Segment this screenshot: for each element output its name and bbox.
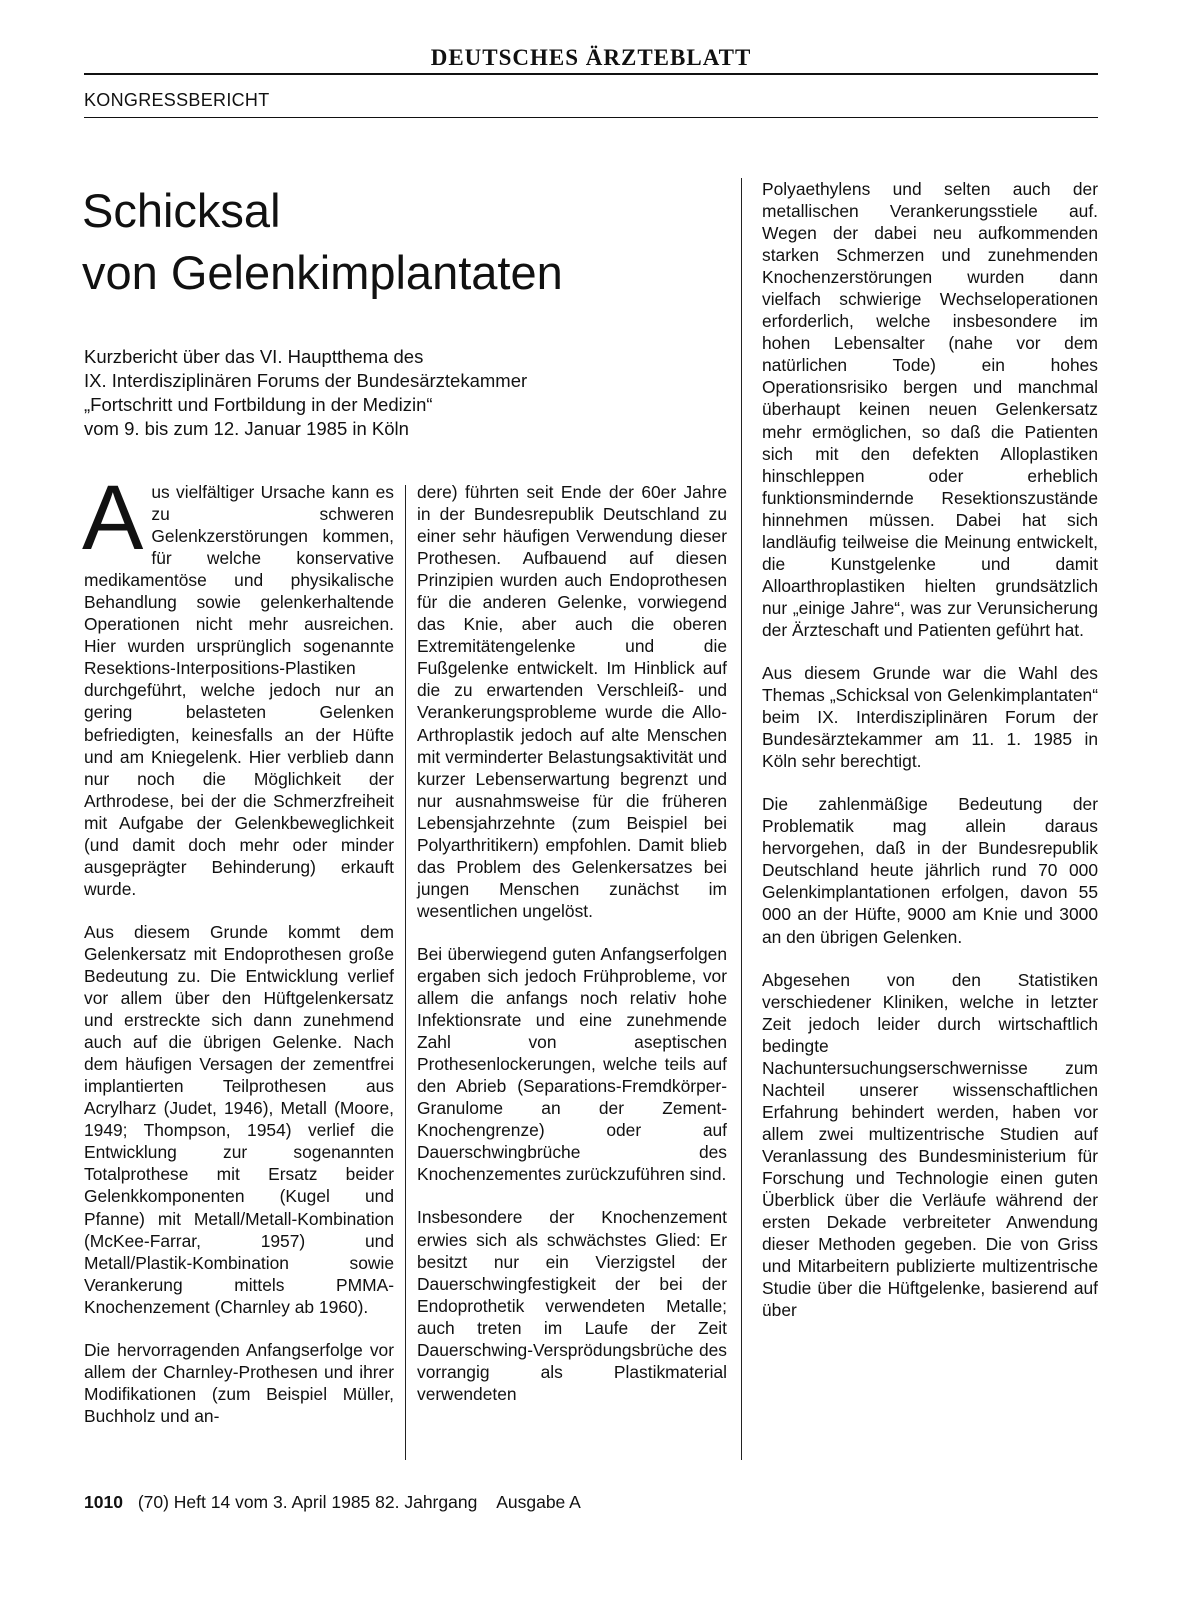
- column-divider: [405, 485, 406, 1460]
- paragraph: Polyaethylens und selten auch der metallischen Verankerungsstiele auf. Wegen der dabei neu aufkommenden starken Schmerzen und zunehmenden Knochenzerstörungen wurden dann vielfach schwierige Wechseloperationen erforderlich, welche insbesondere im hohen Lebensalter (nahe vor dem natürlichen Tode) ein hohes Operationsrisiko bergen und manchmal überhaupt keinen neuen Gelenkersatz mehr ermöglichen, so daß die Patienten sich mit den defekten Alloplastiken hinschleppen oder erheblich funktionsmindernde Resektionszustände hinnehmen müssen. Dabei hat sich landläufig teilweise die Meinung entwickelt, die Kunstgelenke und damit Alloarthroplastiken hielten grundsätzlich nur „einige Jahre“, was zur Verunsicherung der Ärzteschaft und Patienten geführt hat.: [762, 179, 1098, 640]
- subtitle-line-4: vom 9. bis zum 12. Januar 1985 in Köln: [84, 418, 409, 439]
- subtitle-line-1: Kurzbericht über das VI. Hauptthema des: [84, 346, 424, 367]
- paragraph: Bei überwiegend guten Anfangserfolgen ergaben sich jedoch Frühprobleme, vor allem die anfangs noch relativ hohe Infektionsrate und eine zunehmende Zahl von aseptischen Prothesenlockerungen, welche teils auf den Abrieb (Separations-Fremdkörper-Granulome an der Zement-Knochengrenze) oder auf Dauerschwingbrüche des Knochenzementes zurückzuführen sind.: [417, 943, 727, 1185]
- section-rule: [84, 117, 1098, 118]
- paragraph: [82, 467, 394, 900]
- drop-cap: A: [82, 467, 144, 569]
- paragraph: Aus diesem Grunde war die Wahl des Themas „Schicksal von Gelenkimplantaten“ beim IX. Interdisziplinären Forum der Bundesärztekammer am 11. 1. 1985 in Köln sehr berechtigt.: [762, 662, 1098, 772]
- masthead-rule: [84, 73, 1098, 75]
- edition-label: Ausgabe A: [496, 1492, 581, 1512]
- paragraph: Aus diesem Grunde kommt dem Gelenkersatz mit Endoprothesen große Bedeutung zu. Die Entwicklung verlief vor allem über den Hüftgelenkersatz und erstreckte sich dann zunehmend auch auf die übrigen Gelenke. Nach dem häufigen Versagen der zementfrei implantierten Teilprothesen aus Acrylharz (Judet, 1946), Metall (Moore, 1949; Thompson, 1954) verlief die Entwicklung zur sogenannten Totalprothese mit Ersatz beider Gelenkkomponenten (Kugel und Pfanne) mit Metall/Metall-Kombination (McKee-Farrar, 1957) und Metall/Plastik-Kombination sowie Verankerung mittels PMMA-Knochenzement (Charnley ab 1960).: [84, 921, 394, 1317]
- text-column-1: [82, 467, 394, 1448]
- column-divider: [741, 178, 742, 1460]
- title-line-2: von Gelenkimplantaten: [82, 246, 563, 299]
- article-subtitle: [84, 345, 724, 441]
- paragraph: Insbesondere der Knochenzement erwies sich als schwächstes Glied: Er besitzt nur ein Vierzigstel der Dauerschwingfestigkeit der bei der Endoprothetik verwendeten Metalle; auch treten im Laufe der Zeit Dauerschwing-Versprödungsbrüche des vorrangig als Plastikmaterial verwendeten: [417, 1207, 727, 1404]
- issue-info: (70) Heft 14 vom 3. April 1985 82. Jahrgang: [137, 1492, 478, 1512]
- title-line-1: Schicksal: [82, 184, 281, 237]
- page-number: 1010: [84, 1492, 123, 1512]
- paragraph: Die zahlenmäßige Bedeutung der Problematik mag allein daraus hervorgehen, daß in der Bundesrepublik Deutschland heute jährlich rund 70 000 Gelenkimplantationen erfolgen, davon 55 000 an der Hüfte, 9000 am Knie und 3000 an den übrigen Gelenken.: [762, 794, 1098, 947]
- page-footer: [84, 1490, 581, 1514]
- subtitle-line-3: „Fortschritt und Fortbildung in der Medizin“: [84, 394, 433, 415]
- section-label: KONGRESSBERICHT: [84, 90, 270, 110]
- paragraph-text: us vielfältiger Ursache kann es zu schweren Gelenkzerstörungen kommen, für welche konservative medikamentöse und physikalische Behandlung sowie gelenkerhaltende Operationen nicht mehr ausreichen. Hier wurden ursprünglich sogenannte Resektions-Interpositions-Plastiken durchgeführt, welche jedoch nur an gering belasteten Gelenken befriedigten, keinesfalls an der Hüfte und am Kniegelenk. Hier verblieb dann nur noch die Möglichkeit der Arthrodese, bei der die Schmerzfreiheit mit Aufgabe der Gelenkbeweglichkeit (und damit doch mehr oder minder ausgeprägter Behinderung) erkauft wurde.: [84, 482, 394, 899]
- paragraph: Abgesehen von den Statistiken verschiedener Kliniken, welche in letzter Zeit jedoch leider durch wirtschaftlich bedingte Nachuntersuchungserschwernisse zum Nachteil unserer wissenschaftlichen Erfahrung behindert werden, haben vor allem zwei multizentrische Studien auf Veranlassung des Bundesministerium für Forschung und Technologie einen guten Überblick über die Verläufe während der ersten Dekade verbreiteter Anwendung dieser Methoden gegeben. Die von Griss und Mitarbeitern publizierte multizentrische Studie über die Hüftgelenke, basierend auf über: [762, 969, 1098, 1321]
- text-column-3: [762, 178, 1098, 1342]
- paragraph: dere) führten seit Ende der 60er Jahre in der Bundesrepublik Deutschland zu einer sehr häufigen Verwendung dieser Prothesen. Aufbauend auf diesen Prinzipien wurden auch Endoprothesen für die anderen Gelenke, vorwiegend das Knie, aber auch die oberen Extremitätengelenke und die Fußgelenke entwickelt. Im Hinblick auf die zu erwartenden Verschleiß- und Verankerungsprobleme wurde die Allo-Arthroplastik jedoch auf alte Menschen mit verminderter Belastungsaktivität und kurzer Lebenserwartung begrenzt und nur ausnahmsweise für die früheren Lebensjahrzehnte (zum Beispiel bei Polyarthritikern) empfohlen. Damit blieb das Problem des Gelenkersatzes bei jungen Menschen zunächst im wesentlichen ungelöst.: [417, 482, 727, 921]
- text-column-2: [417, 481, 727, 1426]
- masthead: DEUTSCHES ÄRZTEBLATT: [430, 45, 752, 70]
- subtitle-line-2: IX. Interdisziplinären Forums der Bundesärztekammer: [84, 370, 528, 391]
- article-title: [82, 180, 722, 304]
- paragraph: Die hervorragenden Anfangserfolge vor allem der Charnley-Prothesen und ihrer Modifikationen (zum Beispiel Müller, Buchholz und an-: [84, 1339, 394, 1426]
